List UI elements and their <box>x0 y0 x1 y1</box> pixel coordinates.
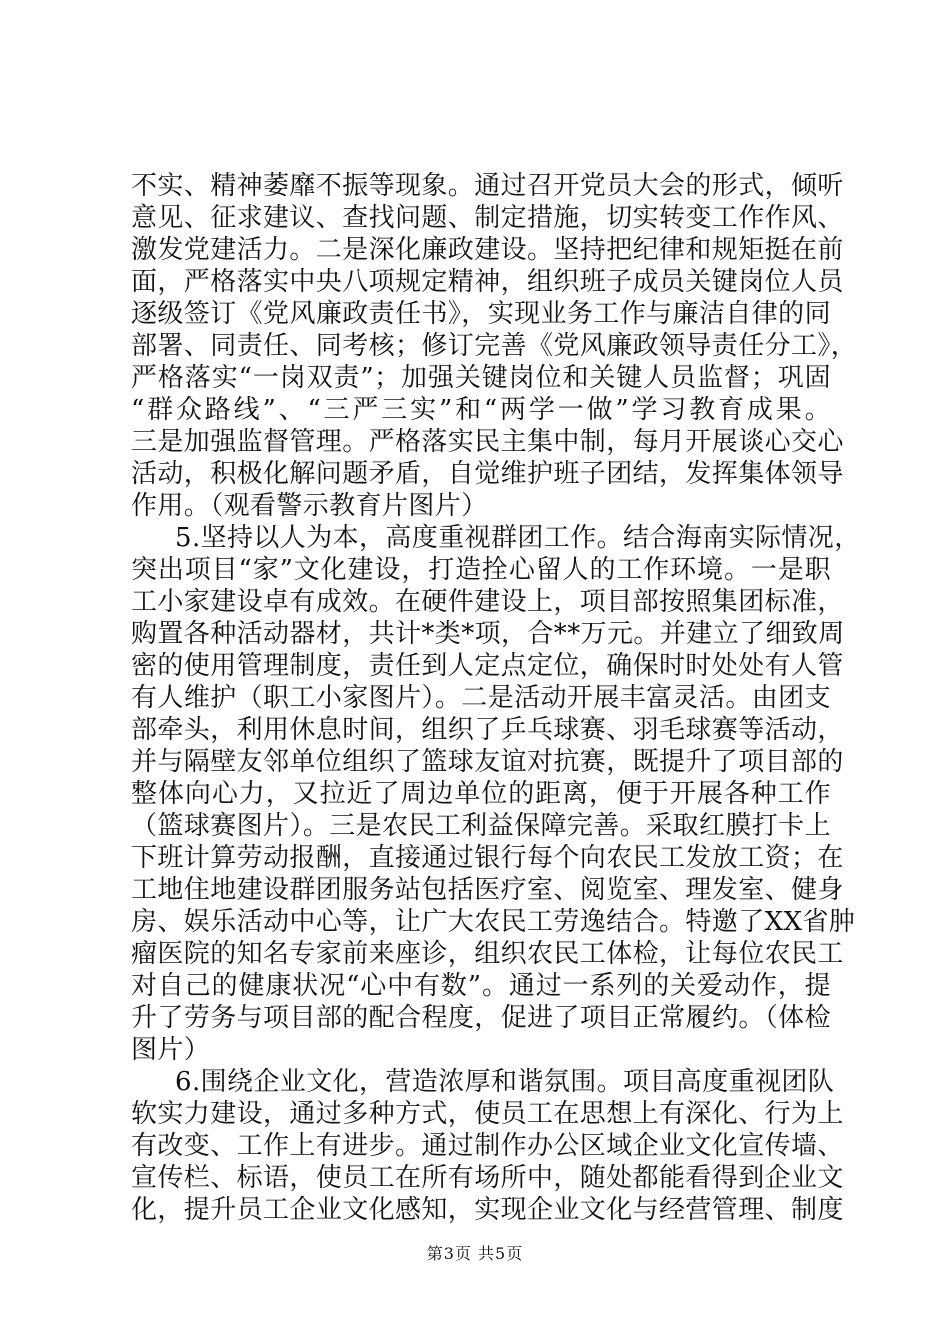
text-line: 工小家建设卓有成效。在硬件建设上，项目部按照集团标准， <box>131 587 844 617</box>
text-line: 图片） <box>131 1035 211 1065</box>
text-line: 软实力建设，通过多种方式，使员工在思想上有深化、行为上 <box>131 1099 844 1129</box>
text-line: 有人维护（职工小家图片）。二是活动开展丰富灵活。由团支 <box>131 683 831 713</box>
text-line: 作用。（观看警示教育片图片） <box>131 491 488 521</box>
text-line: 房、娱乐活动中心等，让广大农民工劳逸结合。特邀了XX省肿 <box>131 907 856 937</box>
text-line: 6.围绕企业文化，营造浓厚和谐氛围。项目高度重视团队 <box>175 1067 835 1097</box>
text-line: 部署、同责任、同考核；修订完善《党风廉政领导责任分工》， <box>131 331 858 361</box>
text-line: 部牵头，利用休息时间，组织了乒乓球赛、羽毛球赛等活动， <box>131 715 844 745</box>
text-line: 下班计算劳动报酬，直接通过银行每个向农民工发放工资；在 <box>131 843 844 873</box>
text-line: 三是加强监督管理。严格落实民主集中制，每月开展谈心交心 <box>131 427 844 457</box>
text-line: 5.坚持以人为本，高度重视群团工作。结合海南实际情况， <box>175 523 861 553</box>
page-number-label: 第3页 共5页 <box>426 1244 524 1263</box>
text-line: 升了劳务与项目部的配合程度，促进了项目正常履约。（体检 <box>131 1003 831 1033</box>
text-line: 意见、征求建议、查找问题、制定措施，切实转变工作作风、 <box>131 203 844 233</box>
text-line: 工地住地建设群团服务站包括医疗室、阅览室、理发室、健身 <box>131 875 844 905</box>
text-line: 对自己的健康状况“心中有数”。通过一系列的关爱动作，提 <box>131 971 831 1001</box>
text-line: （篮球赛图片）。三是农民工利益保障完善。采取红膜打卡上 <box>131 811 831 841</box>
text-line: 不实、精神萎靡不振等现象。通过召开党员大会的形式，倾听 <box>131 171 844 201</box>
text-line: 活动，积极化解问题矛盾，自觉维护班子团结，发挥集体领导 <box>131 459 844 489</box>
text-line: 面，严格落实中央八项规定精神，组织班子成员关键岗位人员 <box>131 267 844 297</box>
text-line: “群众路线”、“三严三实”和“两学一做”学习教育成果。 <box>131 395 831 425</box>
text-line: 突出项目“家”文化建设，打造拴心留人的工作环境。一是职 <box>131 555 831 585</box>
text-line: 化，提升员工企业文化感知，实现企业文化与经营管理、制度 <box>131 1195 844 1225</box>
text-line: 购置各种活动器材，共计*类*项，合**万元。并建立了细致周 <box>131 619 845 649</box>
text-line: 逐级签订《党风廉政责任书》，实现业务工作与廉洁自律的同 <box>131 299 831 329</box>
text-line: 宣传栏、标语，使员工在所有场所中，随处都能看得到企业文 <box>131 1163 844 1193</box>
text-line: 并与隔壁友邻单位组织了篮球友谊对抗赛，既提升了项目部的 <box>131 747 844 777</box>
page-footer <box>0 1242 950 1266</box>
text-line: 瘤医院的知名专家前来座诊，组织农民工体检，让每位农民工 <box>131 939 844 969</box>
text-line: 有改变、工作上有进步。通过制作办公区域企业文化宣传墙、 <box>131 1131 844 1161</box>
text-line: 严格落实“一岗双责”；加强关键岗位和关键人员监督；巩固 <box>131 363 831 393</box>
text-line: 密的使用管理制度，责任到人定点定位，确保时时处处有人管 <box>131 651 844 681</box>
text-line: 激发党建活力。二是深化廉政建设。坚持把纪律和规矩挺在前 <box>131 235 844 265</box>
document-body <box>131 170 861 1226</box>
text-line: 整体向心力，又拉近了周边单位的距离，便于开展各种工作 <box>131 779 831 809</box>
